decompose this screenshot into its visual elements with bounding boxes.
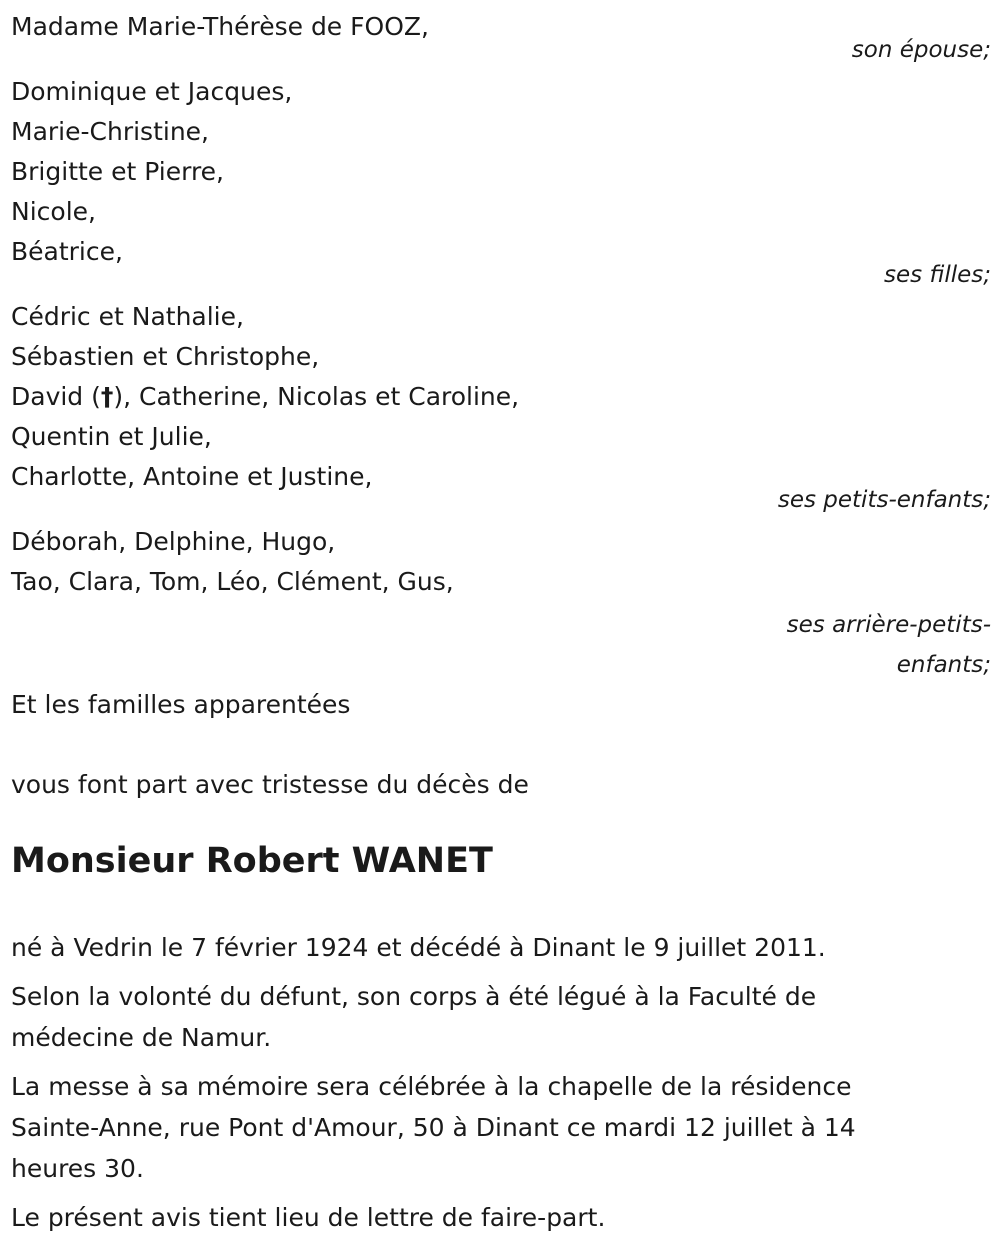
daughter-line: Marie-Christine, xyxy=(11,117,209,146)
grandchildren-relation: ses petits-enfants; xyxy=(777,487,991,513)
spacer xyxy=(11,725,991,765)
grandchild-line: Charlotte, Antoine et Justine, xyxy=(11,462,373,491)
daughter-line: Brigitte et Pierre, xyxy=(11,157,225,186)
deceased-name: Monsieur Robert WANET xyxy=(11,841,493,881)
daughters-group xyxy=(11,72,991,295)
spacer xyxy=(11,805,991,835)
great-grandchild-line: Tao, Clara, Tom, Léo, Clément, Gus, xyxy=(11,567,454,596)
body-donation-paragraph: Selon la volonté du défunt, son corps à été légué à la Faculté de médecine de Namur. xyxy=(11,982,817,1052)
daughters-relation: ses filles; xyxy=(884,262,991,288)
david-prefix: David ( xyxy=(11,382,101,411)
spacer xyxy=(11,887,991,927)
spouse-name: Madame Marie-Thérèse de FOOZ, xyxy=(11,12,429,41)
david-suffix: ), Catherine, Nicolas et Caroline, xyxy=(113,382,520,411)
great-grandchildren-group xyxy=(11,522,991,685)
grandchildren-group xyxy=(11,297,991,520)
grandchild-line: Quentin et Julie, xyxy=(11,422,212,451)
families-line: Et les familles apparentées xyxy=(11,690,351,719)
grandchild-line-david xyxy=(11,377,991,417)
spouse-relation: son épouse; xyxy=(851,37,991,63)
details-section xyxy=(11,927,991,1238)
spouse-group xyxy=(11,7,991,70)
cross-icon: † xyxy=(100,382,114,411)
great-grandchild-line: Déborah, Delphine, Hugo, xyxy=(11,527,336,556)
daughter-line: Nicole, xyxy=(11,197,96,226)
great-grandchildren-relation-line2: enfants; xyxy=(896,652,991,678)
daughter-line: Béatrice, xyxy=(11,237,123,266)
daughter-line: Dominique et Jacques, xyxy=(11,77,293,106)
announcement-line: vous font part avec tristesse du décès de xyxy=(11,770,529,799)
grandchild-line: Sébastien et Christophe, xyxy=(11,342,320,371)
mass-paragraph: La messe à sa mémoire sera célébrée à la chapelle de la résidence Sainte-Anne, rue Pont d'Amour, 50 à Dinant ce mardi 12 juillet à 14 heures 30. xyxy=(11,1072,856,1183)
grandchild-line: Cédric et Nathalie, xyxy=(11,302,244,331)
notice-paragraph: Le présent avis tient lieu de lettre de faire-part. xyxy=(11,1203,606,1232)
obituary-notice xyxy=(11,7,991,1238)
birth-death-paragraph: né à Vedrin le 7 février 1924 et décédé à Dinant le 9 juillet 2011. xyxy=(11,933,826,962)
great-grandchildren-relation-line1: ses arrière-petits- xyxy=(786,612,991,638)
